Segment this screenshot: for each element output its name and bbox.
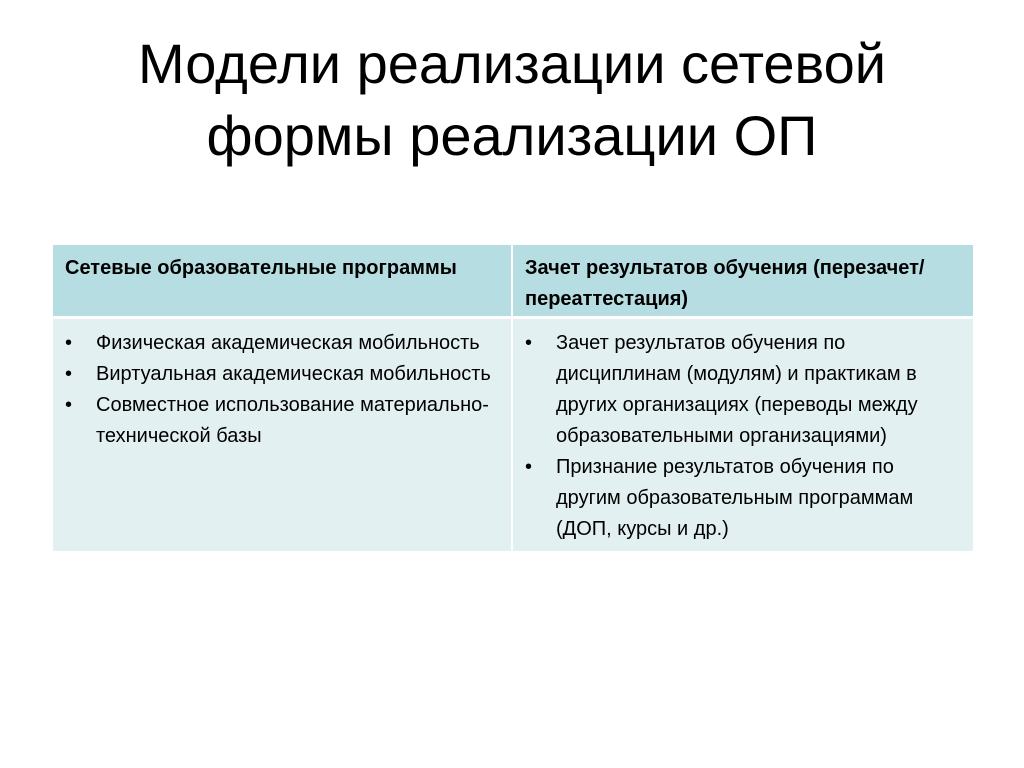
list-item-text: Зачет результатов обучения по дисциплинам (модулям) и практикам в других организациях (переводы между образовательными организациями)	[556, 331, 918, 447]
header-network-programs: Сетевые образовательные программы	[53, 245, 512, 317]
left-bullet-list	[65, 328, 499, 452]
slide-title	[40, 28, 984, 172]
cell-network-programs	[53, 317, 512, 551]
bullet-icon: •	[65, 331, 73, 354]
table-body-row	[53, 317, 973, 551]
list-item-text: Совместное использование материально-технической базы	[96, 393, 489, 447]
comparison-table	[53, 245, 973, 551]
bullet-icon: •	[525, 455, 533, 478]
right-bullet-list	[525, 328, 961, 545]
list-item	[65, 328, 499, 359]
list-item	[65, 359, 499, 390]
bullet-icon: •	[65, 362, 73, 385]
list-item-text: Физическая академическая мобильность	[96, 331, 480, 354]
list-item-text: Признание результатов обучения по другим образовательным программам (ДОП, курсы и др.)	[556, 455, 914, 540]
title-line-1: Модели реализации сетевой	[137, 32, 887, 95]
table-header-row	[53, 245, 973, 317]
bullet-icon: •	[525, 331, 533, 354]
header-credit-transfer: Зачет результатов обучения (перезачет/переаттестация)	[512, 245, 973, 317]
list-item	[525, 452, 961, 545]
list-item-text: Виртуальная академическая мобильность	[96, 362, 491, 385]
list-item	[525, 328, 961, 452]
list-item	[65, 390, 499, 452]
cell-credit-transfer	[512, 317, 973, 551]
bullet-icon: •	[65, 393, 73, 416]
title-line-2: формы реализации ОП	[206, 104, 818, 167]
